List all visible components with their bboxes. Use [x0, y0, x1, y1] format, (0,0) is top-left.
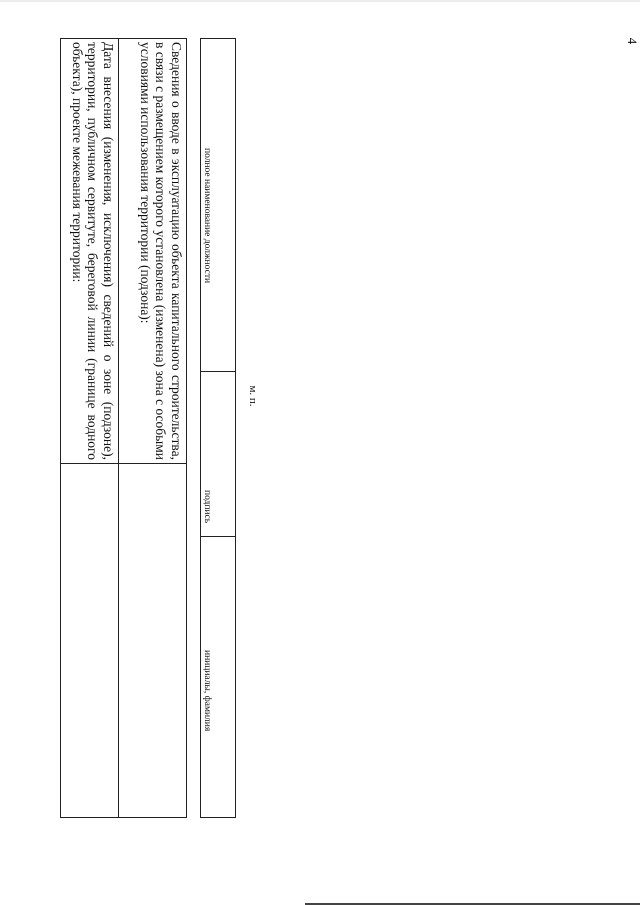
position-caption: полное наименование должности: [202, 148, 212, 284]
name-caption: инициалы, фамилия: [202, 650, 212, 732]
entry-date-label: Дата внесения (изменения, исключения) сведений о зоне (подзоне), территории, публичном сервитуте, береговой линии (границе водного объекта), проекте межевания территории:: [61, 39, 119, 464]
table-row: [61, 39, 119, 818]
signature-caption: подпись: [202, 490, 212, 524]
scan-top-edge: [0, 0, 640, 2]
commissioning-info-value: [119, 464, 187, 818]
commissioning-info-label: Сведения о вводе в эксплуатацию объекта капитального строительства, в связи с размещением которого установлена (изменена) зона с особыми условиями использования территории (подзона):: [119, 39, 187, 464]
stamp-placeholder: [247, 38, 259, 818]
information-table: [60, 38, 187, 818]
table-row: [119, 39, 187, 818]
signature-block: [200, 38, 259, 818]
entry-date-value: [61, 464, 119, 818]
information-table-block: [61, 38, 187, 818]
page-number: 4: [625, 37, 640, 45]
stamp-caption: м. п.: [247, 385, 259, 407]
